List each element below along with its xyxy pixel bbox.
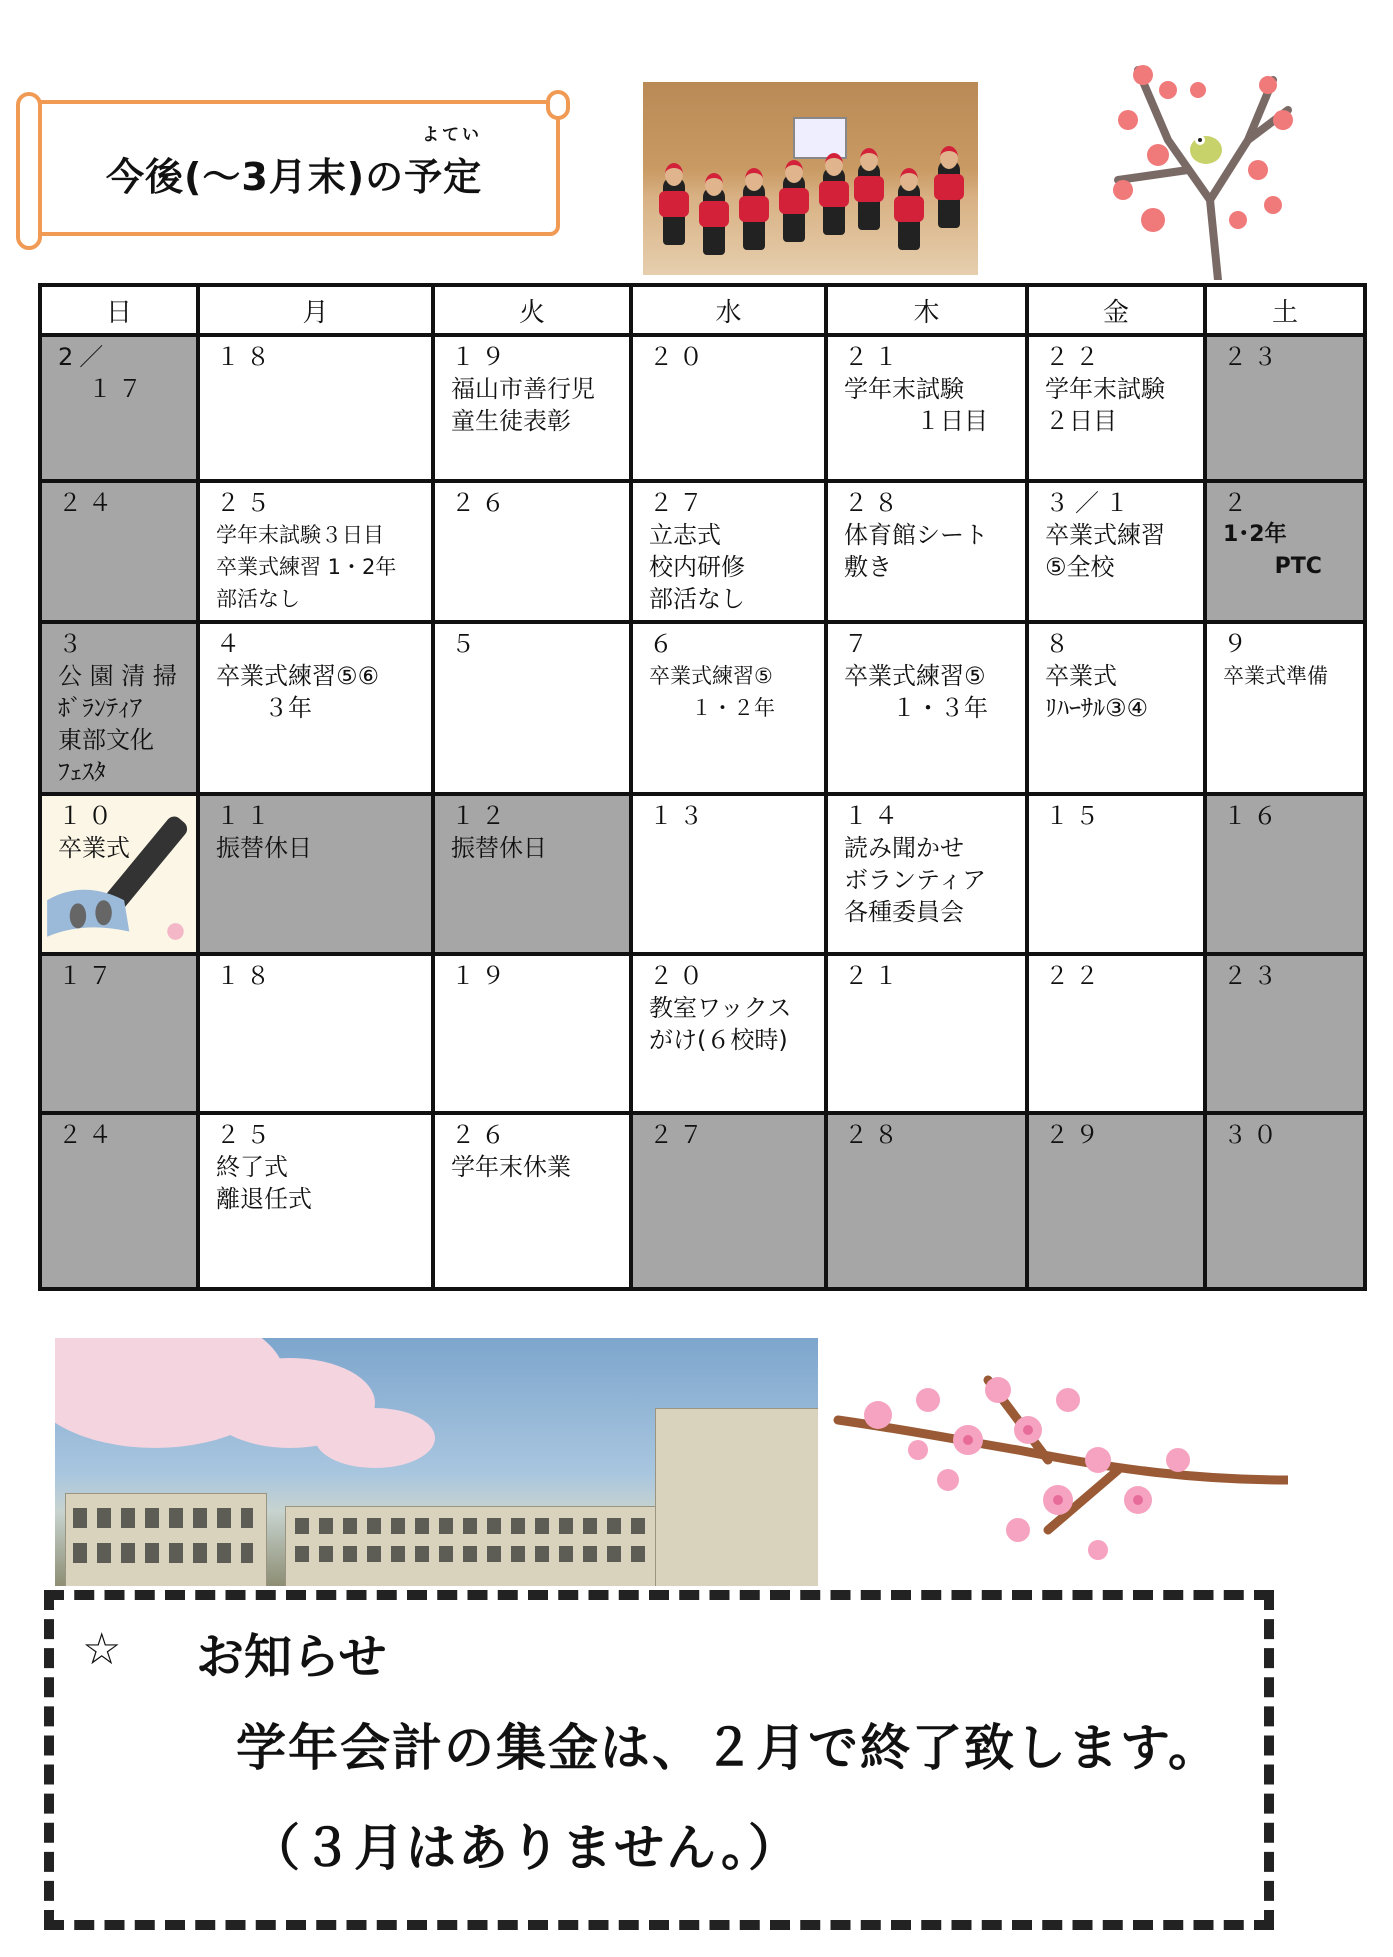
calendar-day-cell [198,335,433,481]
calendar-day-cell [631,622,826,794]
calendar-day-number: １５ [1045,801,1105,830]
calendar-day-number: ２４ [58,489,118,518]
calendar-day-cell [198,954,433,1112]
calendar-day-number: ２２ [1045,343,1105,371]
calendar-day-cell [433,794,631,954]
calendar-day-number: ２６ [451,1120,511,1149]
calendar-day-cell [40,335,198,481]
calendar-day-number: ７ [844,629,874,658]
calendar-day-cell [1027,1113,1205,1289]
dancer-figure [663,177,685,245]
calendar-day-cell [826,1113,1027,1289]
calendar-event-text: 学年末休業 [451,1152,571,1181]
school-building [65,1493,267,1586]
calendar-day-number: ３ [58,629,88,658]
calendar-day-number: ２３ [1223,343,1283,371]
gym-dance-photo [643,82,978,275]
dancer-figure [743,182,765,250]
calendar-day-number: ２８ [844,1120,904,1149]
weekday-sat: 土 [1205,285,1365,335]
dancer-figure [938,160,960,228]
cherry-blossom-cluster [315,1408,435,1468]
calendar-day-number: １９ [451,962,511,991]
calendar-day-number: １９ [451,343,511,371]
calendar-event-text: 福山市善行児 童生徒表彰 [451,375,595,435]
calendar-day-number: ９ [1223,629,1253,658]
dancer-figure [898,182,920,250]
school-windows [73,1543,253,1563]
calendar-day-cell [433,1113,631,1289]
calendar-event-text: 体育館シート 敷き [844,521,988,582]
weekday-wed: 水 [631,285,826,335]
calendar-day-number: ４ [216,629,246,658]
calendar-event-text: 読み聞かせ ボランティア 各種委員会 [844,833,987,926]
calendar-day-number: ２７ [649,489,709,518]
weekday-mon: 月 [198,285,433,335]
calendar-day-cell [433,954,631,1112]
calendar-day-number: １７ [58,962,118,991]
school-tower [655,1408,818,1586]
calendar-day-cell [1027,481,1205,621]
calendar-day-cell [1205,1113,1365,1289]
calendar-day-cell [1205,622,1365,794]
calendar-event-text: 卒業式練習⑤ １・２年 [649,663,775,720]
dancer-figure [823,167,845,235]
calendar-day-cell [40,954,198,1112]
calendar-day-number: 2／ １７ [58,343,148,403]
calendar-day-cell [40,1113,198,1289]
plum-blossom-bird-illustration [1098,30,1298,280]
calendar-event-text: 学年末試験 ２日目 [1045,375,1165,435]
calendar-event-text: 終了式 離退任式 [216,1152,312,1213]
calendar-event-text: 卒業式練習⑤⑥ ３年 [216,661,380,722]
calendar-day-cell [433,481,631,621]
calendar-event-text: 振替休日 [216,833,312,862]
calendar-week-row [40,335,1365,481]
calendar-day-cell [1205,481,1365,621]
calendar-event-text: 公 園 清 掃 ﾎﾞﾗﾝﾃｨｱ 東部文化 ﾌｪｽﾀ [58,661,177,786]
calendar-event-text: 学年末試験 １日目 [844,375,988,435]
calendar-event-text: 卒業式練習 ⑤全校 [1045,521,1165,582]
calendar-week-row [40,622,1365,794]
calendar-day-cell [40,481,198,621]
calendar-day-cell [1027,622,1205,794]
calendar-day-cell [1205,794,1365,954]
calendar-day-cell [631,335,826,481]
calendar-day-cell [826,954,1027,1112]
calendar-day-cell [1027,954,1205,1112]
title-scroll-banner [26,100,560,236]
calendar-event-text: 1･2年 PTC [1223,522,1322,580]
school-building-photo [55,1338,818,1586]
dancer-figure [783,174,805,242]
calendar-event-text: 卒業式練習⑤ １・３年 [844,661,988,722]
calendar-day-cell [826,335,1027,481]
calendar-day-cell [198,1113,433,1289]
calendar-day-cell [826,622,1027,794]
calendar-day-cell [631,1113,826,1289]
weekday-thu: 木 [826,285,1027,335]
calendar-day-number: ２１ [844,343,904,371]
weekday-tue: 火 [433,285,631,335]
calendar-day-number: １１ [216,801,276,830]
notice-box [44,1590,1274,1930]
calendar-day-number: １２ [451,801,511,830]
school-windows [295,1546,715,1562]
calendar-day-number: １０ [58,801,118,830]
page-title: 今後(～3月末)の予定 [106,155,483,199]
weekday-fri: 金 [1027,285,1205,335]
calendar-day-cell [198,622,433,794]
calendar-day-number: ８ [1045,629,1075,658]
notice-line-1: 学年会計の集金は、２月で終了致します。 [236,1719,1220,1777]
calendar-day-cell [198,794,433,954]
calendar-day-number: ５ [451,629,481,658]
calendar-day-number: １４ [844,801,904,830]
calendar-day-cell [1205,954,1365,1112]
cherry-blossom-branch-illustration [818,1360,1288,1590]
calendar-day-number: １３ [649,801,709,830]
calendar-day-number: ６ [649,629,679,658]
calendar-week-row [40,481,1365,621]
calendar-day-number: ２５ [216,1120,276,1149]
calendar-day-number: ２ [1223,489,1253,518]
school-windows [73,1508,253,1528]
star-icon: ☆ [82,1624,122,1675]
calendar-week-row [40,954,1365,1112]
calendar-day-number: ２０ [649,343,709,371]
calendar-week-row [40,1113,1365,1289]
calendar-day-number: ２８ [844,489,904,518]
dancer-figure [858,162,880,230]
calendar-day-cell [631,481,826,621]
calendar-event-text: 立志式 校内研修 部活なし [649,521,745,614]
calendar-day-cell [1027,794,1205,954]
calendar-event-text: 振替休日 [451,833,547,862]
calendar-day-cell [1027,335,1205,481]
calendar-day-number: １８ [216,962,276,991]
calendar-day-number: ２５ [216,489,276,518]
calendar-day-number: ２９ [1045,1120,1105,1149]
calendar-day-number: ２２ [1045,962,1105,991]
calendar-day-number: ３／１ [1045,489,1135,518]
calendar-day-cell [433,622,631,794]
calendar-day-number: ２４ [58,1120,118,1149]
calendar-day-cell [198,481,433,621]
calendar-day-cell [40,622,198,794]
calendar-day-number: ２１ [844,962,904,991]
notice-heading: お知らせ [196,1629,387,1685]
weekday-header-row [40,285,1365,335]
calendar-event-text: 学年末試験３日目 卒業式練習 1・2年 部活なし [216,523,397,612]
calendar-day-cell [631,954,826,1112]
calendar-event-text: 教室ワックス がけ(６校時) [649,994,792,1055]
calendar-day-cell [433,335,631,481]
gym-whiteboard [793,117,847,159]
scroll-curl-right [546,90,570,120]
calendar-week-row [40,794,1365,954]
calendar-event-text: 卒業式準備 [1223,663,1328,688]
calendar-day-cell [826,794,1027,954]
calendar-day-cell [40,794,198,954]
calendar-day-number: １８ [216,343,276,371]
calendar-day-number: １６ [1223,801,1283,830]
weekday-sun: 日 [40,285,198,335]
calendar-day-number: ２６ [451,489,511,518]
calendar-table [38,283,1367,1291]
calendar-day-cell [631,794,826,954]
calendar-day-cell [826,481,1027,621]
calendar-event-text: 卒業式 [58,833,130,862]
calendar-day-number: ２０ [649,962,709,991]
title-ruby: よてい [422,125,482,145]
calendar-day-cell [1205,335,1365,481]
calendar-event-text: 卒業式 ﾘﾊｰｻﾙ③④ [1045,661,1149,722]
school-windows [295,1518,715,1534]
scroll-curl-left [16,92,42,250]
calendar-day-number: ２７ [649,1120,709,1149]
calendar-day-number: ２３ [1223,962,1283,991]
calendar-day-number: ３０ [1223,1120,1283,1149]
dancer-figure [703,187,725,255]
notice-line-2: （３月はありません。） [250,1819,800,1877]
